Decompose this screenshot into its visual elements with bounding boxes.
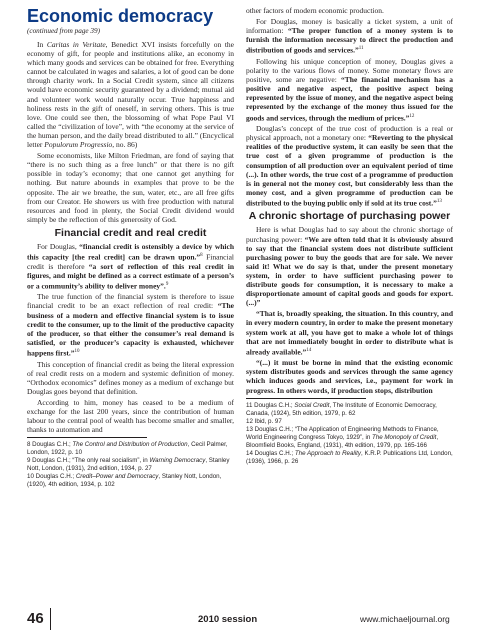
paragraph: “That is, broadly speaking, the situation. In this country, and in every modern country, in order to make the present monetary system work at all, you have got to make a whole lot of things that are not immediately bought in order to distribute what is already available.”$^{14}$ [246, 309, 453, 357]
continued-note: (continued from page 39) [27, 27, 100, 35]
paragraph: The true function of the financial system is therefore to issue financial credit to be an exact reflection of real credit: “The business of a modern and effective financial system is to issue credit to the consumer, up to the limit of the productive capacity of the producer, so that either the consumer’s real demand is satisfied, or the producer’s capacity is exhausted, whichever happens first.”$^{10}$ [27, 292, 234, 358]
paragraph: This conception of financial credit as being the literal expression of real credit rests on a modern and systemic definition of money. “Orthodox economics” defines money as a medium of exchange but Douglas goes beyond that definition. [27, 359, 234, 396]
section-heading: A chronic shortage of purchasing power [248, 210, 451, 223]
footnotes [27, 441, 234, 489]
paragraph: For Douglas, money is basically a ticket system, a unit of information: “The proper function of a money system is to furnish the information necessary to direct the production and distribution of goods and services.”$^{11}$ [246, 17, 454, 55]
footnote: 14 Douglas C.H.; The Approach to Reality, K.R.P. Publications Ltd, London, (1936), 1966, p. 26 [246, 449, 453, 465]
right-column [246, 6, 453, 466]
website-url[interactable]: www.michaeljournal.org [360, 614, 450, 624]
footnote: 8 Douglas C.H.; The Control and Distribution of Production, Cecil Palmer, London, 1922, p. 10 [27, 441, 228, 457]
footnote: 13 Douglas C.H.; “The Application of Engineering Methods to Finance, World Engineering Congress Tokyo, 1929”, in The Monopoly of Credit, Bloomfield Books, England, (1931), 4th edition, 1979, pp. 165-166 [246, 425, 439, 449]
paragraph: “(...) it must be borne in mind that the existing economic system distributes goods and services through the same agency which induces goods and services, i.e., payment for work in progress. In others words, if production stops, distribution [246, 358, 453, 395]
divider [50, 608, 51, 630]
paragraph: other factors of modern economic production. [246, 6, 384, 15]
paragraph: For Douglas, “financial credit is ostensibly a device by which this capacity [the real credit] can be drawn upon.”$^8$ Financial credit is therefore “a sort of reflection of this real credit in figures, and might be defined as a correct estimate of a person’s or a community’s ability to deliver money”.$^9$ [27, 241, 235, 291]
footnote: 12 Ibid, p. 97 [246, 417, 282, 425]
paragraph: Douglas’s concept of the true cost of production is a real or physical approach, not a monetary one: “Reverting to the physical realities of the productive system, it can easily be seen that the true cost of a given programme of production is the consumption of all production over an equivalent period of time (...). In other words, the true cost of a programme of production is in general not the money cost, but considerably less than the money cost, and a given programme of production can be distributed to the buying public only if sold at its true cost.”$^{13}$ [246, 124, 453, 208]
footnote: 10 Douglas C.H.; Credit–Power and Democracy, Stanley Nott, London, (1920), 4th edition, 1934, p. 102 [27, 473, 222, 489]
footnotes [246, 402, 453, 466]
session-label: 2010 session [198, 614, 258, 625]
section-heading: Financial credit and real credit [54, 226, 207, 239]
paragraph: In Caritas in Veritate, Benedict XVI insists forcefully on the economy of gift, for people and institutions alike, an economy in which many goods and services can be obtained for free. Everything cannot be calculated in wages and salaries, a lot of good can be done through charity work. In a Social Credit system, since all citizens would have economic security guaranteed by a dividend; mutual aid and volunteer work would naturally occur. True happiness and holiness rests in the gift of oneself, in serving others. This is true love. One could see then, the blossoming of what Pope Paul VI called the “civilization of love”, with “the economy at the service of the human person, and the daily bread distributed to all.” (Encyclical letter Populorum Progressio, no. 86) [27, 40, 235, 150]
footnote: 9 Douglas C.H.; “The only real socialism”, in Warning Democracy, Stanley Nott, London, (1931), 2nd edition, 1934, p. 27 [27, 457, 230, 473]
paragraph: Following his unique conception of money, Douglas gives a polarity to the various flows of money. Some monetary flows are positive, some are negative: “The financial mechanism has a positive and negative aspect, the positive aspect being represented by the issue of money, and the negative aspect being represented by the exchange of the money thus issued for the goods and services, through the medium of prices.”$^{12}$ [246, 56, 453, 123]
paragraph: According to him, money has ceased to be a medium of exchange for the last 200 years, since the contribution of human labour to the central pool of wealth has become smaller and smaller, thanks to automation and [27, 397, 234, 435]
footnote: 11 Douglas C.H.; Social Credit, The Institute of Economic Democracy, Canada, (1924), 5th edition, 1979, p. 62 [246, 401, 437, 417]
article-title: Economic democracy [27, 6, 214, 26]
page-footer [0, 606, 480, 636]
footnote-divider [246, 398, 366, 399]
footnote-divider [27, 437, 147, 438]
left-column [27, 6, 234, 489]
page-number: 46 [27, 610, 44, 627]
paragraph: Some economists, like Milton Friedman, are fond of saying that “there is no such thing as a free lunch” or that there is no gift possible in today’s economy; that one cannot get anything for nothing. But nature abounds in examples that prove to be the opposite. The air we breathe, the sun, water, etc., are all free gifts from our Creator. He showers us with free production with natural resources and food in plenty, the Social Credit dividend would simply be the reflection of this generosity of God. [27, 151, 234, 224]
paragraph: Here is what Douglas had to say about the chronic shortage of purchasing power: “We are often told that it is obviously absurd to say that the financial system does not distribute sufficient purchasing power to buy the goods that are for sale. We never said it! What we do say is that, under the present monetary system, in order to have sufficient purchasing power to distribute goods for consumption, it is necessary to make a disproportionate amount of capital goods and goods for export. (...)” [246, 225, 454, 308]
